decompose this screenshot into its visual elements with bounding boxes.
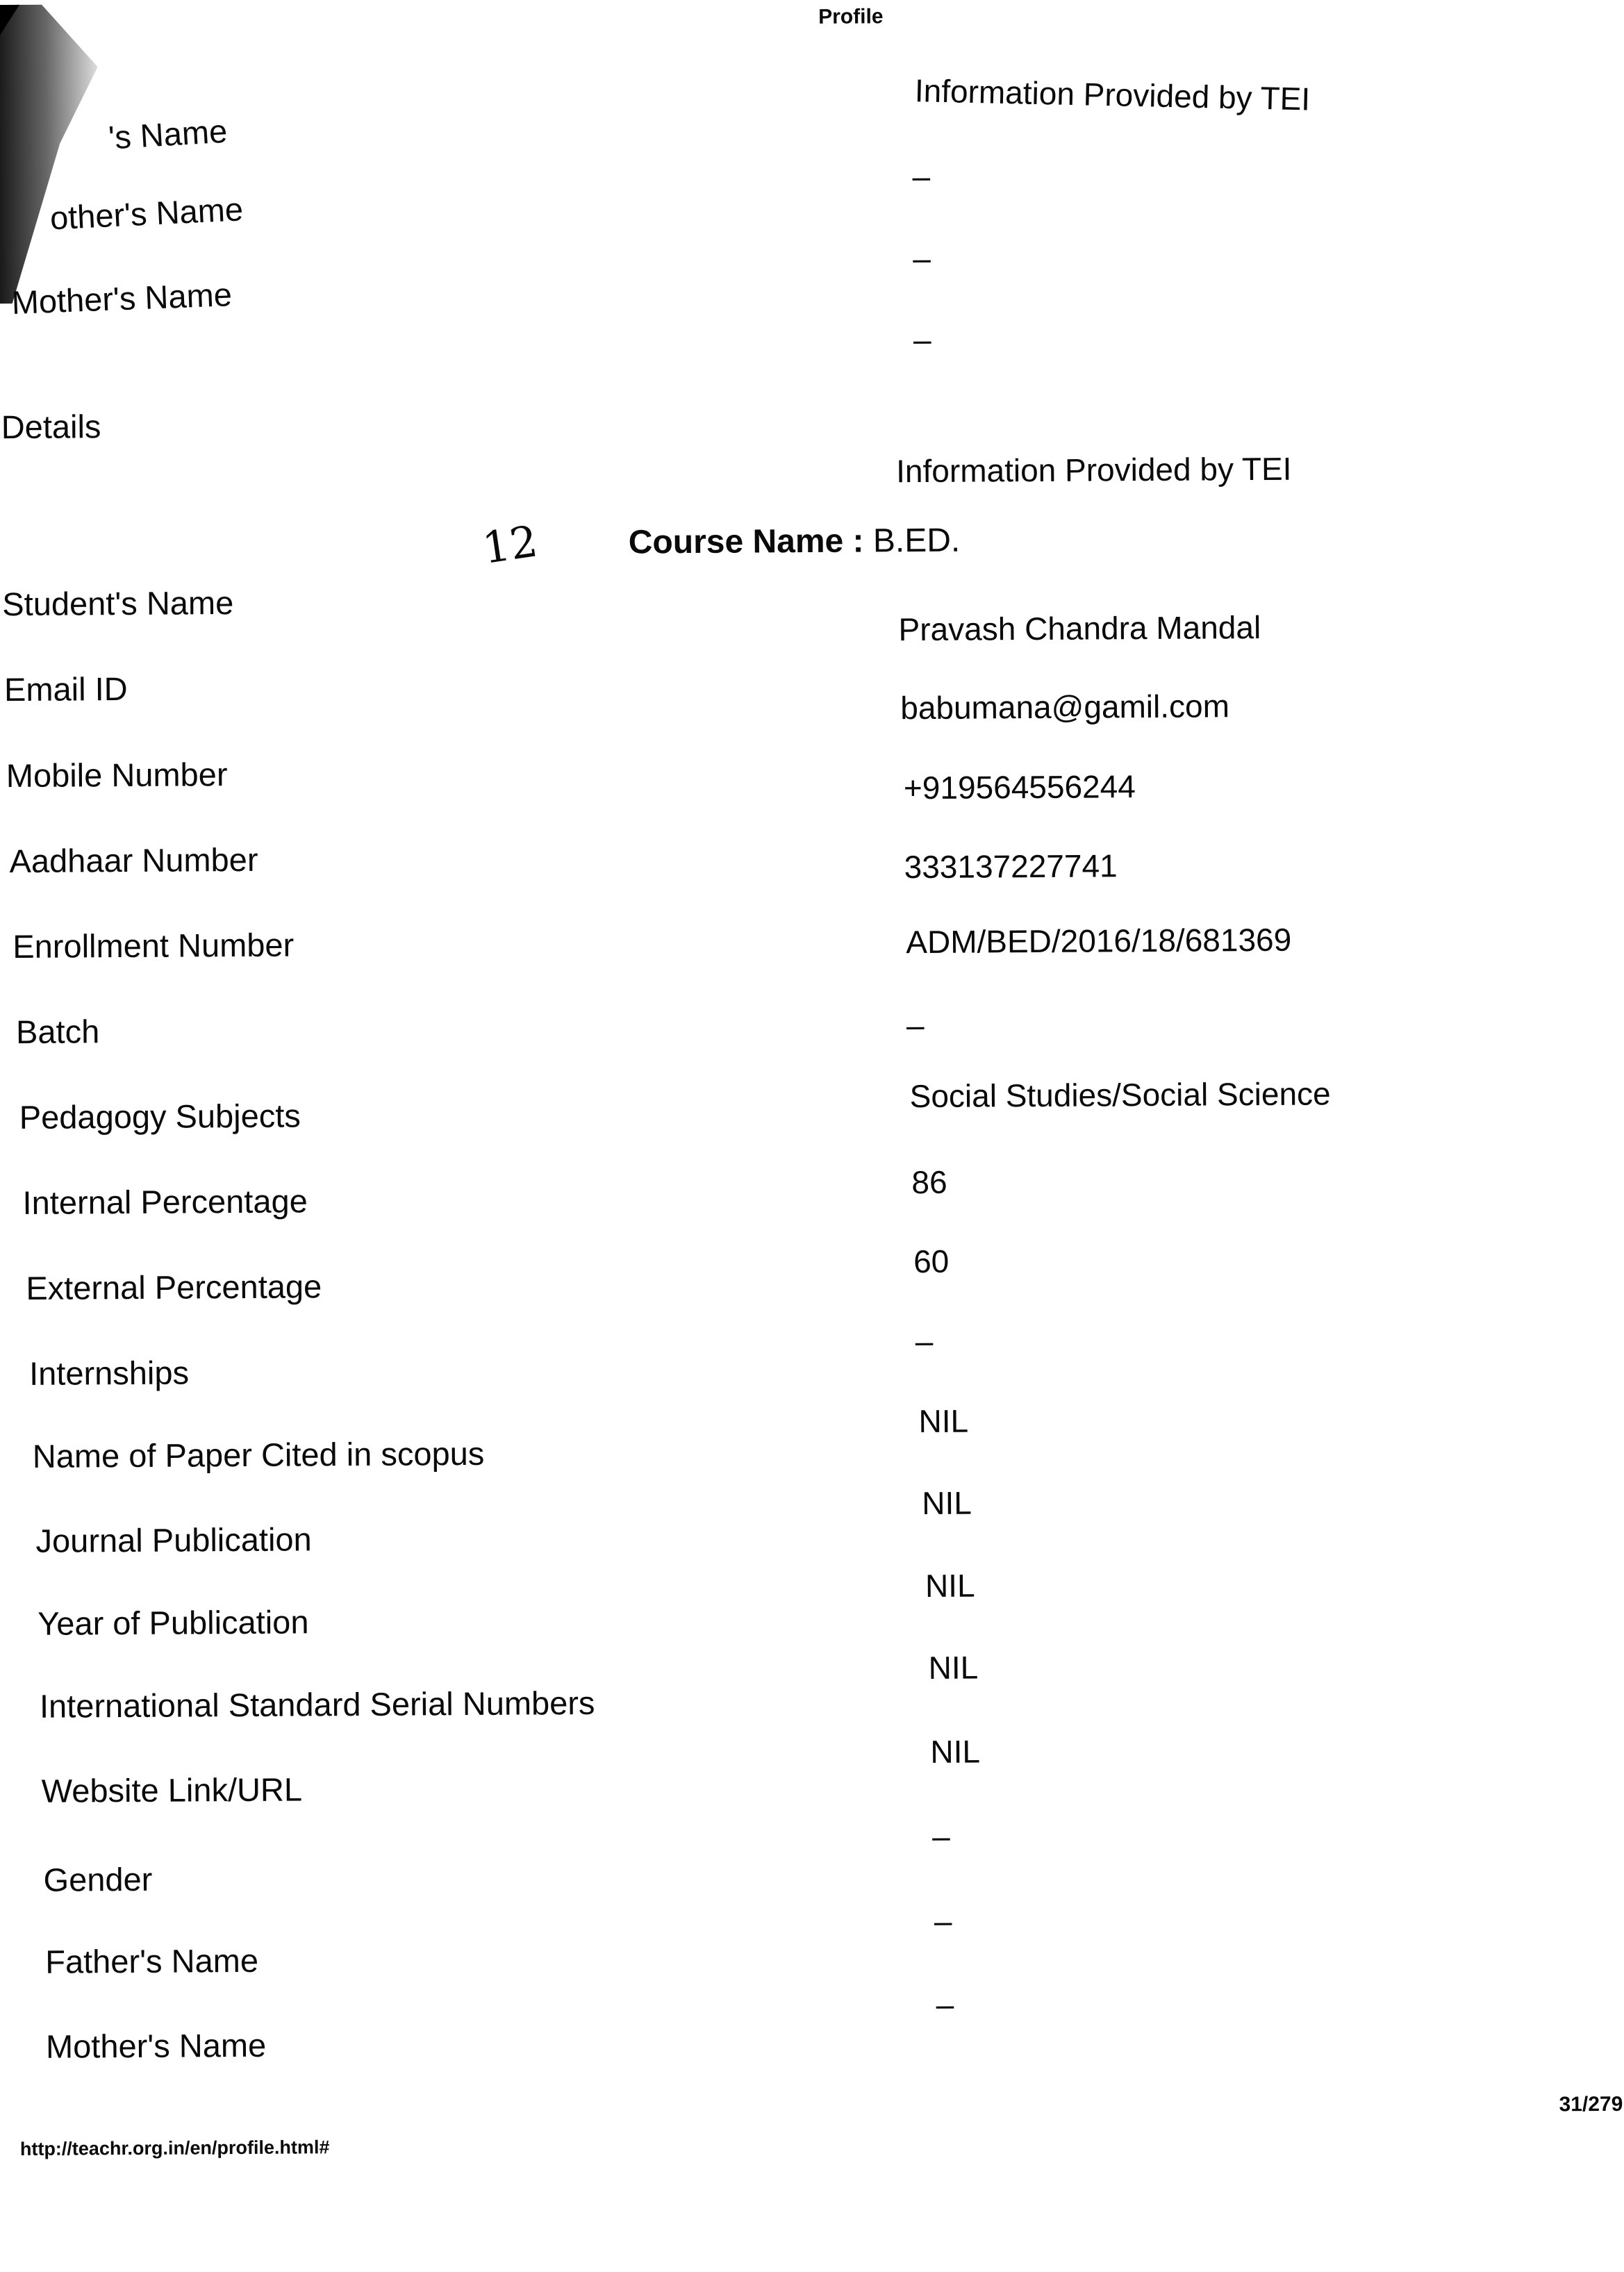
footer-url: http://teachr.org.in/en/profile.html# — [19, 2137, 330, 2159]
top-row-label-mother: Mother's Name — [10, 276, 233, 321]
field-label: Website Link/URL — [41, 1771, 303, 1809]
field-value: +919564556244 — [903, 768, 1136, 806]
course-name-label: Course Name : — [628, 522, 864, 561]
top-row-value-mother: – — [913, 321, 931, 358]
field-label: Internal Percentage — [22, 1182, 308, 1221]
provided-by-header-top: Information Provided by TEI — [914, 72, 1311, 117]
field-value: – — [906, 1006, 925, 1044]
top-row-label-name: 's Name — [107, 112, 229, 156]
field-value: NIL — [918, 1402, 969, 1440]
field-value: Pravash Chandra Mandal — [898, 608, 1261, 648]
top-row-label-father: other's Name — [49, 190, 245, 237]
field-label: Internships — [28, 1354, 190, 1392]
field-value: 60 — [913, 1243, 950, 1280]
field-value: NIL — [922, 1484, 972, 1521]
field-label: Aadhaar Number — [9, 840, 258, 880]
field-label: External Percentage — [26, 1268, 322, 1307]
field-label: Father's Name — [45, 1941, 259, 1980]
page-title: Profile — [818, 5, 884, 28]
field-label: Batch — [15, 1013, 100, 1050]
field-value: NIL — [925, 1567, 975, 1604]
field-label: Mobile Number — [6, 756, 228, 795]
field-value: NIL — [930, 1733, 981, 1770]
course-name-line — [629, 522, 961, 562]
course-name-value: B.ED. — [872, 522, 961, 560]
top-row-value-name: – — [912, 158, 931, 195]
field-value: Social Studies/Social Science — [909, 1075, 1331, 1115]
top-row-value-father: – — [913, 240, 931, 277]
field-label: Gender — [43, 1860, 153, 1898]
field-value: – — [932, 1818, 950, 1855]
field-value: babumana@gamil.com — [900, 688, 1230, 727]
field-value: ADM/BED/2016/18/681369 — [906, 921, 1292, 961]
page-number: 31/279 — [1559, 2092, 1623, 2116]
details-heading: Details — [1, 408, 101, 446]
field-label: Pedagogy Subjects — [19, 1097, 301, 1136]
field-label: Mother's Name — [45, 2026, 267, 2065]
field-value: NIL — [928, 1649, 979, 1686]
field-value: – — [915, 1322, 934, 1360]
field-value: 333137227741 — [904, 847, 1118, 886]
field-label: Enrollment Number — [13, 926, 295, 965]
field-label: Email ID — [3, 670, 128, 708]
field-value: 86 — [911, 1163, 947, 1201]
field-value: – — [934, 1902, 952, 1939]
field-label: Name of Paper Cited in scopus — [32, 1434, 485, 1475]
field-label: Year of Publication — [38, 1603, 309, 1642]
provided-by-header-details: Information Provided by TEI — [896, 450, 1292, 490]
field-label: International Standard Serial Numbers — [39, 1684, 595, 1725]
field-value: – — [936, 1986, 954, 2023]
folded-corner-shadow — [0, 4, 113, 297]
handwritten-annotation: 12 — [479, 515, 541, 574]
field-label: Journal Publication — [35, 1520, 312, 1559]
field-label: Student's Name — [2, 584, 234, 623]
